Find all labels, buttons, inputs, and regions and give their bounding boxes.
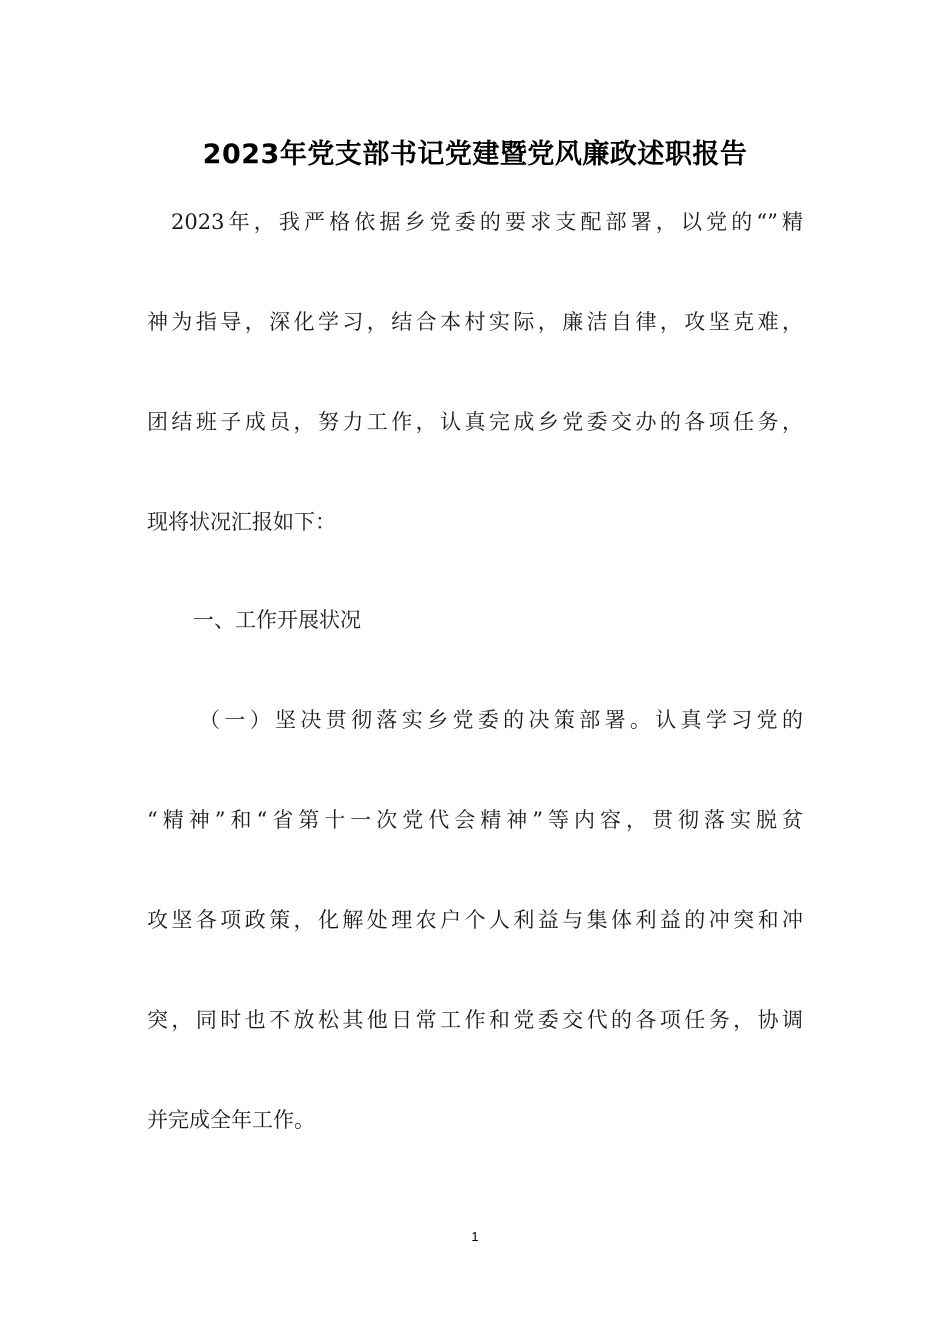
paragraph-line: 现将状况汇报如下： bbox=[147, 510, 336, 534]
paragraph-line: “精神”和“省第十一次党代会精神”等内容，贯彻落实脱贫 bbox=[147, 808, 803, 832]
document-title: 2023年党支部书记党建暨党风廉政述职报告 bbox=[202, 139, 748, 170]
paragraph-line: 攻坚各项政策，化解处理农户个人利益与集体利益的冲突和冲 bbox=[147, 908, 803, 932]
section-heading: 一、工作开展状况 bbox=[193, 608, 361, 632]
paragraph-line: 2023年，我严格依据乡党委的要求支配部署，以党的“”精 bbox=[171, 210, 803, 234]
paragraph-line: 并完成全年工作。 bbox=[147, 1108, 315, 1132]
paragraph-line: 神为指导，深化学习，结合本村实际，廉洁自律，攻坚克难， bbox=[147, 310, 803, 334]
paragraph-line: 突，同时也不放松其他日常工作和党委交代的各项任务，协调 bbox=[147, 1008, 803, 1032]
paragraph-line: （一）坚决贯彻落实乡党委的决策部署。认真学习党的 bbox=[199, 708, 803, 732]
paragraph-line: 团结班子成员，努力工作，认真完成乡党委交办的各项任务， bbox=[147, 410, 803, 434]
page-number: 1 bbox=[471, 1229, 479, 1244]
